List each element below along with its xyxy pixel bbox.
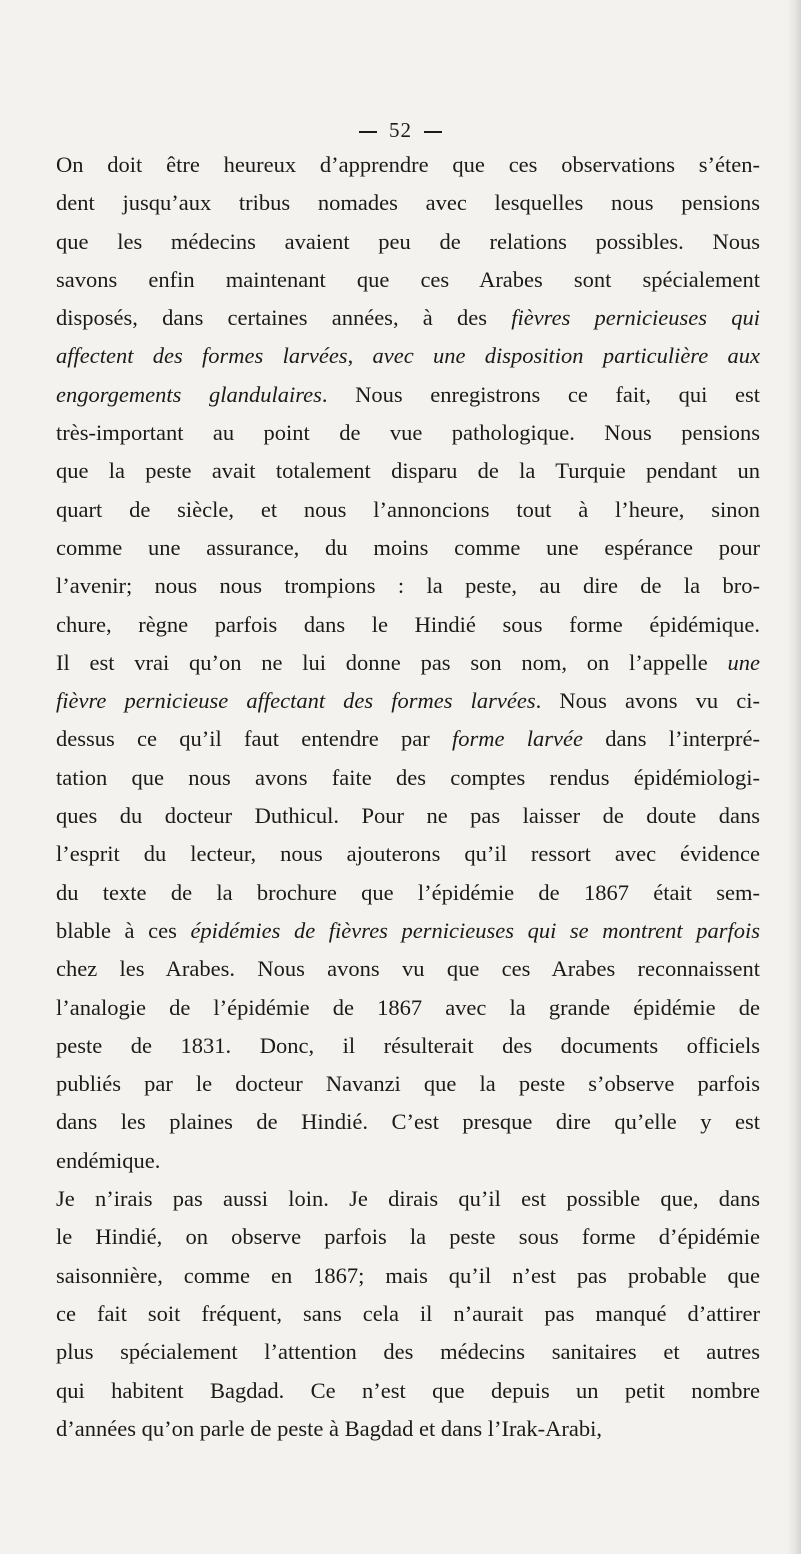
text-run: quart de siècle, et nous l’annoncions tout à l’heure, sinon (56, 496, 760, 522)
text-run: l’esprit du lecteur, nous ajouterons qu’il ressort avec évidence (56, 841, 760, 867)
italic-text: fièvre pernicieuse affectant des formes larvées (56, 688, 536, 714)
text-run: Il est vrai qu’on ne lui donne pas son nom, on l’appelle (56, 649, 728, 675)
text-run: que la peste avait totalement disparu de la Turquie pendant un (56, 458, 760, 484)
text-line (56, 337, 760, 375)
text-line (56, 376, 760, 414)
text-line (56, 1142, 760, 1180)
text-line (56, 720, 760, 758)
text-run: dans les plaines de Hindié. C’est presque dire qu’elle y est (56, 1109, 760, 1135)
text-line (56, 644, 760, 682)
text-run: chure, règne parfois dans le Hindié sous forme épidémique. (56, 611, 760, 637)
header-dash-right (424, 131, 442, 133)
text-run: l’avenir; nous nous trompions : la peste, au dire de la bro- (56, 573, 760, 599)
italic-text: avec une disposition particulière aux (372, 343, 760, 369)
page-number-header (0, 118, 801, 143)
text-line (56, 1295, 760, 1333)
paragraph (56, 1180, 760, 1448)
text-line (56, 491, 760, 529)
text-run: peste de 1831. Donc, il résulterait des documents officiels (56, 1032, 760, 1058)
body-text (56, 146, 760, 1448)
italic-text: fièvres pernicieuses qui (511, 305, 760, 331)
text-line (56, 1257, 760, 1295)
text-run: l’analogie de l’épidémie de 1867 avec la grande épidémie de (56, 994, 760, 1020)
text-line (56, 835, 760, 873)
text-run: comme une assurance, du moins comme une espérance pour (56, 534, 760, 560)
text-line (56, 223, 760, 261)
text-run: très-important au point de vue pathologique. Nous pensions (56, 420, 760, 446)
text-run: ques du docteur Duthicul. Pour ne pas laisser de doute dans (56, 803, 760, 829)
italic-text: engorgements glandulaires (56, 381, 322, 407)
text-line (56, 1065, 760, 1103)
paragraph (56, 146, 760, 1180)
text-line (56, 299, 760, 337)
text-line (56, 261, 760, 299)
text-run: , (347, 343, 373, 369)
page-number: 52 (389, 118, 412, 142)
text-run: . Nous enregistrons ce fait, qui est (321, 381, 760, 407)
text-run: le Hindié, on observe parfois la peste sous forme d’épidémie (56, 1224, 760, 1250)
text-line (56, 146, 760, 184)
text-run: chez les Arabes. Nous avons vu que ces Arabes reconnaissent (56, 956, 760, 982)
text-run: ce fait soit fréquent, sans cela il n’aurait pas manqué d’attirer (56, 1300, 760, 1326)
text-line (56, 874, 760, 912)
text-run: dent jusqu’aux tribus nomades avec lesquelles nous pensions (56, 190, 760, 216)
text-run: Je n’irais pas aussi loin. Je dirais qu’il est possible que, dans (56, 1186, 760, 1212)
italic-text: forme larvée (452, 726, 583, 752)
text-line (56, 414, 760, 452)
text-line (56, 1333, 760, 1371)
text-run: . Nous avons vu ci- (535, 688, 760, 714)
italic-text: épidémies de fièvres pernicieuses qui se montrent parfois (190, 917, 760, 943)
text-run: savons enfin maintenant que ces Arabes sont spécialement (56, 266, 760, 292)
text-line (56, 606, 760, 644)
text-line (56, 1027, 760, 1065)
text-run: qui habitent Bagdad. Ce n’est que depuis un petit nombre (56, 1377, 760, 1403)
text-line (56, 989, 760, 1027)
text-run: saisonnière, comme en 1867; mais qu’il n’est pas probable que (56, 1262, 760, 1288)
page-edge-shadow (787, 0, 801, 1554)
text-run: publiés par le docteur Navanzi que la peste s’observe parfois (56, 1071, 760, 1097)
text-line (56, 452, 760, 490)
text-run: tation que nous avons faite des comptes rendus épidémiologi- (56, 764, 760, 790)
header-dash-left (359, 131, 377, 133)
text-line (56, 797, 760, 835)
text-line (56, 1103, 760, 1141)
text-line (56, 682, 760, 720)
text-line (56, 529, 760, 567)
text-line (56, 759, 760, 797)
text-line (56, 1372, 760, 1410)
text-line (56, 567, 760, 605)
text-run: que les médecins avaient peu de relations possibles. Nous (56, 228, 760, 254)
text-run: dessus ce qu’il faut entendre par (56, 726, 453, 752)
text-line (56, 184, 760, 222)
text-line (56, 1180, 760, 1218)
text-line (56, 1410, 760, 1448)
text-run: On doit être heureux d’apprendre que ces observations s’éten- (56, 152, 760, 177)
text-line (56, 912, 760, 950)
italic-text: affectent des formes larvées (56, 343, 348, 369)
text-line (56, 950, 760, 988)
text-run: disposés, dans certaines années, à des (56, 305, 512, 331)
text-run: plus spécialement l’attention des médecins sanitaires et autres (56, 1339, 760, 1365)
text-run: endémique. (56, 1147, 161, 1173)
italic-text: une (727, 649, 760, 675)
text-run: dans l’interpré- (583, 726, 760, 752)
text-line (56, 1218, 760, 1256)
text-run: blable à ces (56, 917, 191, 943)
text-run: du texte de la brochure que l’épidémie de 1867 était sem- (56, 879, 760, 905)
text-run: d’années qu’on parle de peste à Bagdad et dans l’Irak-Arabi, (56, 1415, 603, 1441)
